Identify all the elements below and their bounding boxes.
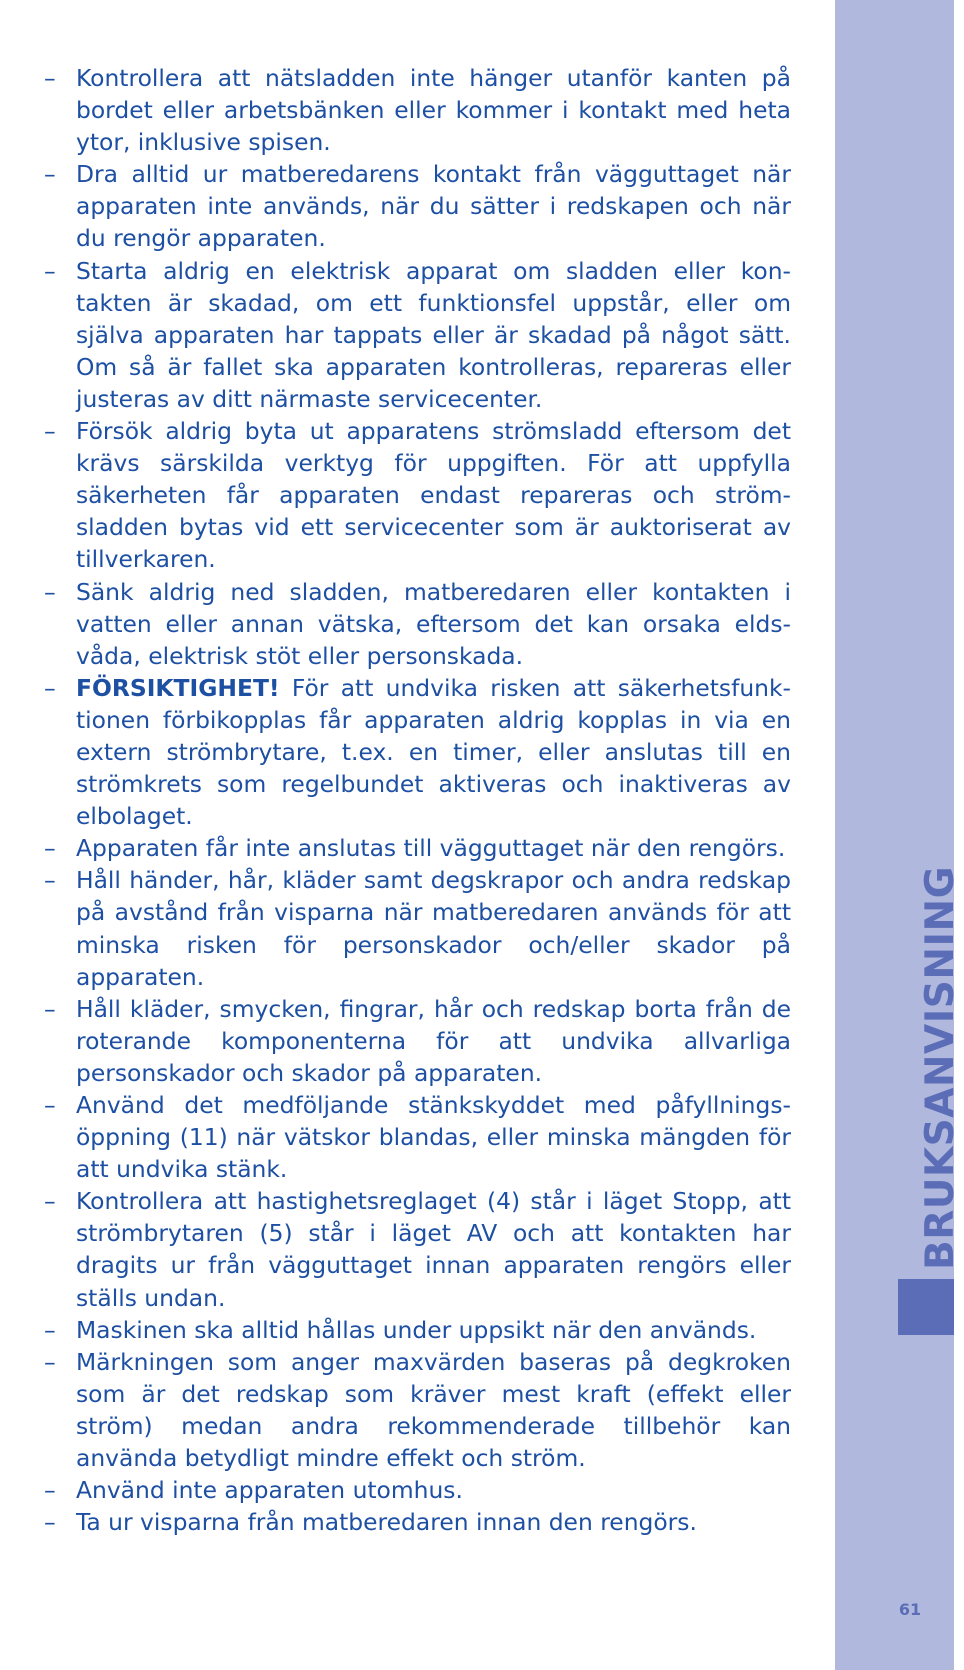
sidebar-section-title: BRUKSANVISNING (918, 865, 963, 1270)
list-item (44, 415, 791, 575)
list-item (44, 832, 791, 864)
bullet-dash: – (44, 866, 56, 895)
list-item (44, 1346, 791, 1474)
list-item (44, 62, 791, 158)
list-item-text: Håll händer, hår, kläder samt degskrapor och andra redskap på avstånd från visparna när matberedaren används för att minska risken för personskador och/eller skador på apparaten. (76, 866, 791, 991)
list-item-text: Apparaten får inte anslutas till vägguttaget när den rengörs. (76, 834, 786, 863)
bullet-dash: – (44, 577, 56, 606)
bullet-dash: – (44, 64, 56, 92)
list-item-text: Starta aldrig en elektrisk apparat om sladden eller kontakten är skadad, om ett funktionsfel uppstår, eller om själva apparaten har tappats eller är skadad på något sätt. Om så är fallet ska apparaten kontrolleras, repareras eller justeras av ditt närmaste servicecenter. (76, 256, 791, 413)
list-item (44, 1506, 791, 1538)
sidebar-band (835, 0, 954, 1670)
list-item-text: Använd inte apparaten utomhus. (76, 1476, 463, 1505)
list-item (44, 1089, 791, 1185)
list-item (44, 1314, 791, 1346)
warning-label: FÖRSIKTIGHET! (76, 673, 280, 702)
list-item (44, 993, 791, 1089)
list-item-text: Håll kläder, smycken, fingrar, hår och redskap borta från de roterande komponenterna för att undvika allvarliga personskador och skador på apparaten. (76, 994, 791, 1087)
list-item-text: Kontrollera att nätsladden inte hänger utanför kanten på bordet eller arbetsbänken eller kommer i kontakt med heta ytor, inklusive spisen. (76, 64, 791, 157)
bullet-dash: – (44, 994, 56, 1023)
page-number: 61 (898, 1600, 922, 1619)
list-item (44, 1185, 791, 1313)
list-item (44, 1474, 791, 1506)
bullet-dash: – (44, 834, 56, 863)
list-item (44, 576, 791, 672)
list-item-text: Sänk aldrig ned sladden, matberedaren eller kontakten i vatten eller annan vätska, eftersom det kan orsaka eldsvåda, elektrisk stöt eller personskada. (76, 577, 791, 670)
list-item-text: Använd det medföljande stänkskyddet med påfyllningsöppning (11) när vätskor blandas, eller minska mängden för att undvika stänk. (76, 1091, 791, 1184)
list-item-text: Ta ur visparna från matberedaren innan den rengörs. (76, 1508, 697, 1537)
list-item-text: Dra alltid ur matberedarens kontakt från vägguttaget när apparaten inte används, när du sätter i redskapen och när du rengör apparaten. (76, 160, 791, 253)
list-item (44, 864, 791, 992)
list-item-text: Kontrollera att hastighetsreglaget (4) står i läget Stopp, att strömbrytaren (5) står i läget AV och att kontakten har dragits ur från vägguttaget innan apparaten rengörs eller ställs undan. (76, 1187, 791, 1312)
bullet-dash: – (44, 1315, 56, 1344)
bullet-dash: – (44, 160, 56, 189)
sidebar-tab-marker (898, 1279, 954, 1335)
list-item (44, 255, 791, 415)
list-item-text: Märkningen som anger maxvärden baseras på degkroken som är det redskap som kräver mest kraft (effekt eller ström) medan andra rekommenderade tillbehör kan använda betydligt mindre effekt och ström. (76, 1347, 791, 1473)
bullet-dash: – (44, 1476, 56, 1505)
bullet-dash: – (44, 1347, 56, 1376)
bullet-dash: – (44, 1091, 56, 1119)
bullet-dash: – (44, 417, 56, 446)
bullet-dash: – (44, 256, 56, 285)
bullet-dash: – (44, 1508, 56, 1537)
list-item-text: För att undvika risken att säkerhetsfunktionen förbikopplas får apparaten aldrig kopplas in via en extern strömbrytare, t.ex. en timer, eller anslutas till en strömkrets som regelbundet aktiveras och inaktiveras av elbolaget. (76, 673, 791, 831)
bullet-dash: – (44, 1187, 56, 1216)
list-item (44, 158, 791, 254)
safety-instructions-list (44, 62, 791, 1538)
list-item (44, 672, 791, 832)
bullet-dash: – (44, 673, 56, 702)
list-item-text: Maskinen ska alltid hållas under uppsikt när den används. (76, 1315, 757, 1344)
list-item-text: Försök aldrig byta ut apparatens strömsladd eftersom det krävs särskilda verktyg för uppgiften. För att uppfylla säkerheten får apparaten endast repareras och strömsladden bytas vid ett servicecenter som är auktoriserat av tillverkaren. (76, 417, 791, 574)
